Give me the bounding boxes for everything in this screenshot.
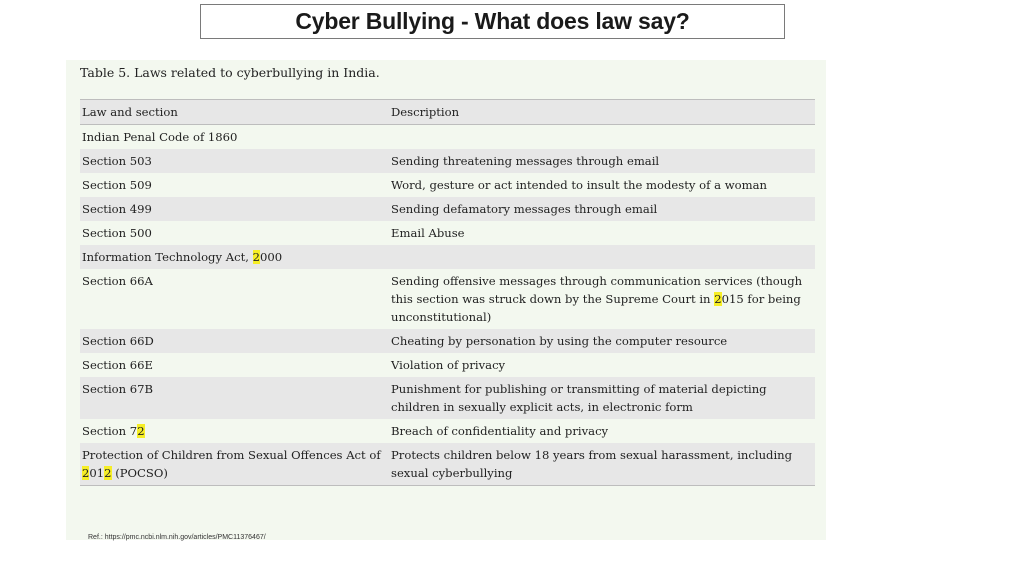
description-cell: Email Abuse (389, 221, 815, 245)
law-text: (POCSO) (111, 466, 168, 480)
law-cell (80, 419, 389, 443)
highlighted-text: 2 (252, 250, 260, 264)
law-text: Protection of Children from Sexual Offences Act of (82, 448, 381, 462)
law-text: Section 7 (82, 424, 138, 438)
header-law-and-section: Law and section (80, 100, 389, 125)
description-text: Sending offensive messages through communication services (though this section was struck down by the Supreme Court in (391, 274, 803, 306)
description-text: 015 for being unconstitutional) (391, 292, 801, 324)
description-cell: Punishment for publishing or transmitting of material depicting children in sexually explicit acts, in electronic form (389, 377, 815, 419)
highlighted-text: 2 (104, 466, 112, 480)
table-row (80, 221, 815, 245)
highlighted-text: 2 (82, 466, 90, 480)
law-cell (80, 245, 389, 269)
table-screenshot-panel (66, 60, 826, 540)
header-description: Description (389, 100, 815, 125)
highlighted-text: 2 (137, 424, 145, 438)
law-cell: Section 66E (80, 353, 389, 377)
law-cell: Section 503 (80, 149, 389, 173)
law-cell: Section 66D (80, 329, 389, 353)
law-cell (80, 443, 389, 486)
law-text: 000 (260, 250, 283, 264)
description-cell (389, 125, 815, 150)
description-cell: Sending defamatory messages through email (389, 197, 815, 221)
description-cell (389, 269, 815, 329)
laws-table (80, 99, 815, 486)
table-row (80, 377, 815, 419)
law-cell: Section 66A (80, 269, 389, 329)
reference-link[interactable]: Ref.: https://pmc.ncbi.nlm.nih.gov/articles/PMC11376467/ (88, 534, 266, 541)
description-cell: Breach of confidentiality and privacy (389, 419, 815, 443)
law-text: Information Technology Act, (82, 250, 253, 264)
slide-title-box (200, 4, 785, 39)
table-row (80, 329, 815, 353)
highlighted-text: 2 (714, 292, 722, 306)
table-header-row (80, 100, 815, 125)
table-row (80, 149, 815, 173)
slide-title: Cyber Bullying - What does law say? (295, 8, 690, 34)
description-cell: Sending threatening messages through email (389, 149, 815, 173)
law-cell: Section 67B (80, 377, 389, 419)
table-row (80, 197, 815, 221)
description-cell: Violation of privacy (389, 353, 815, 377)
law-cell: Indian Penal Code of 1860 (80, 125, 389, 150)
description-cell (389, 245, 815, 269)
table-row (80, 269, 815, 329)
law-text: 01 (89, 466, 105, 480)
law-cell: Section 509 (80, 173, 389, 197)
table-caption: Table 5. Laws related to cyberbullying in India. (80, 65, 380, 80)
table-row (80, 125, 815, 150)
law-cell: Section 500 (80, 221, 389, 245)
description-cell: Cheating by personation by using the computer resource (389, 329, 815, 353)
table-row (80, 419, 815, 443)
table-row (80, 173, 815, 197)
law-cell: Section 499 (80, 197, 389, 221)
description-cell: Protects children below 18 years from sexual harassment, including sexual cyberbullying (389, 443, 815, 486)
table-row (80, 353, 815, 377)
table-row (80, 245, 815, 269)
description-cell: Word, gesture or act intended to insult the modesty of a woman (389, 173, 815, 197)
table-row (80, 443, 815, 486)
